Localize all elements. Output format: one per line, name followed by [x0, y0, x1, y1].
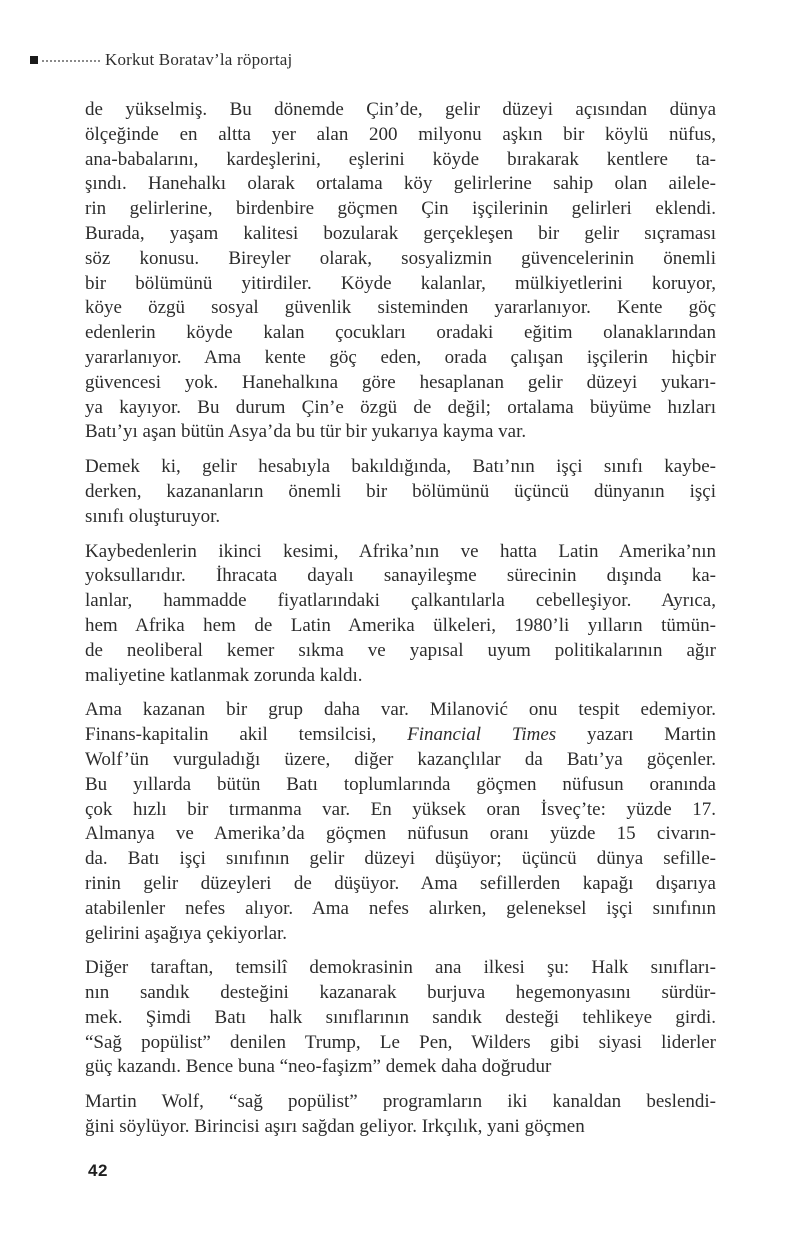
- running-head: [30, 50, 292, 70]
- text-line: atabilenler nefes alıyor. Ama nefes alırken, geleneksel işçi sınıfının: [85, 897, 716, 919]
- text-line: yararlanıyor. Ama kente göç eden, orada çalışan işçilerin hiçbir: [85, 346, 716, 368]
- text-line: Almanya ve Amerika’da göçmen nüfusun oranı yüzde 15 civarın-: [85, 823, 716, 845]
- text-line: mek. Şimdi Batı halk sınıflarının sandık desteği tehlikeye girdi.: [85, 1006, 716, 1028]
- text-line: Wolf’ün vurguladığı üzere, diğer kazançlılar da Batı’ya göçenler.: [85, 748, 716, 770]
- text-line: edenlerin köyde kalan çocukları oradaki eğitim olanaklarından: [85, 322, 716, 344]
- text-line: bir bölümünü yitirdiler. Köyde kalanlar, mülkiyetlerini koruyor,: [85, 272, 716, 294]
- text-line: çok hızlı bir tırmanma var. En yüksek oran İsveç’te: yüzde 17.: [85, 798, 716, 820]
- paragraph: [85, 956, 716, 1080]
- text-line: Ama kazanan bir grup daha var. Milanović onu tespit edemiyor.: [85, 699, 716, 721]
- text-line: nın sandık desteğini kazanarak burjuva hegemonyasını sürdür-: [85, 982, 716, 1004]
- text-line: güç kazandı. Bence buna “neo-faşizm” demek daha doğrudur: [85, 1056, 552, 1078]
- text-line: söz konusu. Bireyler olarak, sosyalizmin güvencelerinin önemli: [85, 247, 716, 269]
- paragraph: [85, 1090, 716, 1140]
- text-line: rinin gelir düzeyleri de düşüyor. Ama sefillerden kapağı dışarıya: [85, 872, 716, 894]
- text-line: Burada, yaşam kalitesi bozularak gerçekleşen bir gelir sıçraması: [85, 222, 716, 244]
- text-line: gelirini aşağıya çekiyorlar.: [85, 922, 288, 944]
- text-line: “Sağ popülist” denilen Trump, Le Pen, Wilders gibi siyasi liderler: [85, 1031, 716, 1053]
- paragraph: [85, 455, 716, 529]
- page-number: 42: [88, 1161, 108, 1180]
- text-line: lanlar, hammadde fiyatlarındaki çalkantılarla cebelleşiyor. Ayrıca,: [85, 590, 716, 612]
- text-line: de neoliberal kemer sıkma ve yapısal uyum politikalarının ağır: [85, 639, 716, 661]
- paragraph: [85, 698, 716, 946]
- text-line: Batı’yı aşan bütün Asya’da bu tür bir yukarıya kayma var.: [85, 421, 527, 443]
- text-line: Finans-kapitalin akil temsilcisi, Financial Times yazarı Martin: [85, 724, 716, 746]
- text-line: hem Afrika hem de Latin Amerika ülkeleri, 1980’li yılların tümün-: [85, 614, 716, 636]
- text-line: sınıfı oluşturuyor.: [85, 505, 221, 527]
- text-line: maliyetine katlanmak zorunda kaldı.: [85, 664, 363, 686]
- running-head-title: Korkut Boratav’la röportaj: [105, 50, 293, 69]
- dotted-leader-line: [42, 60, 100, 62]
- paragraph: [85, 540, 716, 689]
- text-line: Diğer taraftan, temsilî demokrasinin ana ilkesi şu: Halk sınıfları-: [85, 957, 716, 979]
- text-line: Kaybedenlerin ikinci kesimi, Afrika’nın ve hatta Latin Amerika’nın: [85, 540, 716, 562]
- text-line: da. Batı işçi sınıfının gelir düzeyi düşüyor; üçüncü dünya sefille-: [85, 848, 716, 870]
- text-line: derken, kazananların önemli bir bölümünü üçüncü dünyanın işçi: [85, 480, 716, 502]
- text-line: rin gelirlerine, birdenbire göçmen Çin işçilerinin gelirleri eklendi.: [85, 198, 716, 220]
- text-line: ya kayıyor. Bu durum Çin’e özgü de değil; ortalama büyüme hızları: [85, 396, 716, 418]
- text-line: güvencesi yok. Hanehalkına göre hesaplanan gelir düzeyi yukarı-: [85, 371, 716, 393]
- text-line: ğini söylüyor. Birincisi aşırı sağdan geliyor. Irkçılık, yani göçmen: [85, 1116, 585, 1138]
- paragraph: [85, 98, 716, 445]
- text-line: Bu yıllarda bütün Batı toplumlarında göçmen nüfusun oranında: [85, 773, 716, 795]
- text-line: şındı. Hanehalkı olarak ortalama köy gelirlerine sahip olan ailele-: [85, 173, 716, 195]
- page-footer: [88, 1161, 108, 1181]
- text-line: de yükselmiş. Bu dönemde Çin’de, gelir düzeyi açısından dünya: [85, 99, 716, 120]
- body-text-block: [85, 98, 716, 1150]
- text-line: ölçeğinde en altta yer alan 200 milyonu aşkın bir köylü nüfus,: [85, 123, 716, 145]
- square-bullet-icon: [30, 56, 38, 64]
- text-line: Martin Wolf, “sağ popülist” programların iki kanaldan beslendi-: [85, 1091, 716, 1113]
- text-line: yoksullarıdır. İhracata dayalı sanayileşme sürecinin dışında ka-: [85, 565, 716, 587]
- text-line: köye özgü sosyal güvenlik sisteminden yararlanıyor. Kente göç: [85, 297, 716, 319]
- text-line: Demek ki, gelir hesabıyla bakıldığında, Batı’nın işçi sınıfı kaybe-: [85, 456, 716, 478]
- text-line: ana-babalarını, kardeşlerini, eşlerini köyde bırakarak kentlere ta-: [85, 148, 716, 170]
- italic-text: Financial Times: [407, 724, 557, 746]
